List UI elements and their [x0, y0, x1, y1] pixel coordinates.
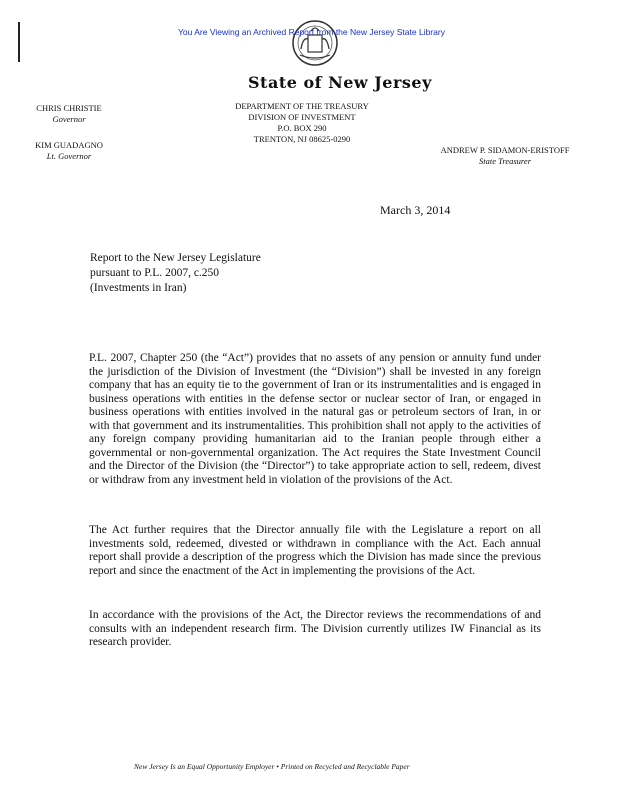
treasurer-block: [425, 145, 585, 167]
po-box: P.O. BOX 290: [277, 123, 327, 133]
subject-line-2: pursuant to P.L. 2007, c.250: [90, 267, 220, 279]
subject-line-1: Report to the New Jersey Legislature: [90, 252, 261, 264]
subject-block: [90, 251, 261, 296]
body-paragraph-1: P.L. 2007, Chapter 250 (the “Act”) provides that no assets of any pension or annuity fund under the jurisdiction of the Division of Investment (the “Division”) shall be invested in any foreign company that has an equity tie to the government of Iran or its instrumentalities and is engaged in business operations with entities in the defense sector or nuclear sector of Iran, or engaged in business operations with entities involved in the natural gas or petroleum sectors of Iran, in or with that government and its instrumentalities. This prohibition shall not apply to the activities of any foreign company providing humanitarian aid to the Iranian people through either a governmental or non-governmental organization. The Act requires the State Investment Council and the Director of the Division (the “Director”) to take appropriate action to sell, redeem, divest or withdraw from any investment held in violation of the provisions of the Act.: [89, 352, 541, 486]
lt-governor-title: Lt. Governor: [46, 151, 92, 161]
department-name: DEPARTMENT OF THE TREASURY: [235, 101, 369, 111]
governor-title: Governor: [52, 114, 86, 124]
subject-line-3: (Investments in Iran): [90, 282, 187, 294]
archive-notice: You Are Viewing an Archived Report from the New Jersey State Library: [178, 27, 445, 37]
governor-block: [24, 103, 114, 125]
department-address: [232, 101, 372, 145]
body-paragraph-2: The Act further requires that the Director annually file with the Legislature a report on all investments sold, redeemed, divested or withdrawn in compliance with the Act. Each annual report shall provide a description of the progress which the Division has made since the previous report and since the enactment of the Act in implementing the provisions of the Act.: [89, 524, 541, 577]
lt-governor-block: [24, 140, 114, 162]
footer-note: New Jersey Is an Equal Opportunity Employer • Printed on Recycled and Recyclable Paper: [134, 762, 410, 771]
lt-governor-name: KIM GUADAGNO: [35, 140, 103, 150]
governor-name: CHRIS CHRISTIE: [36, 103, 102, 113]
treasurer-name: ANDREW P. SIDAMON-ERISTOFF: [440, 145, 570, 155]
treasurer-title: State Treasurer: [478, 156, 532, 166]
division-name: DIVISION OF INVESTMENT: [248, 112, 356, 122]
margin-mark: [18, 22, 20, 62]
state-name-heading: State of New Jersey: [248, 73, 432, 92]
body-paragraph-3: In accordance with the provisions of the Act, the Director reviews the recommendations of and consults with an independent research firm. The Division currently utilizes IW Financial as its research provider.: [89, 609, 541, 648]
letter-date: March 3, 2014: [380, 203, 451, 217]
city-address: TRENTON, NJ 08625-0290: [253, 134, 351, 144]
